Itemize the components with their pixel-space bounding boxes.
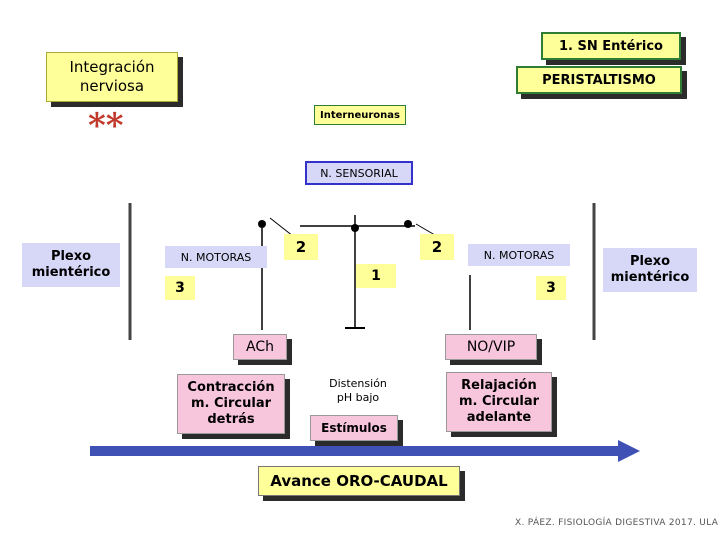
number-3-left: 3 bbox=[165, 276, 195, 300]
distension-label: Distensión pH bajo bbox=[329, 377, 387, 404]
number-2-left: 2 bbox=[284, 234, 318, 260]
left-plexus-box: Plexo mientérico bbox=[22, 243, 120, 287]
number-1: 1 bbox=[356, 264, 396, 288]
peristalsis-box: PERISTALTISMO bbox=[516, 66, 682, 94]
importance-stars: ** bbox=[88, 106, 124, 146]
left-motor-soma bbox=[258, 220, 266, 228]
contraction-box: Contracción m. Circular detrás bbox=[177, 374, 285, 434]
relaxation-box: Relajación m. Circular adelante bbox=[446, 372, 552, 432]
sensory-box: N. SENSORIAL bbox=[305, 161, 413, 185]
right-motor-box: N. MOTORAS bbox=[468, 244, 570, 266]
advance-box: Avance ORO-CAUDAL bbox=[258, 466, 460, 496]
right-plexus-box: Plexo mientérico bbox=[603, 248, 697, 292]
title-box: 1. SN Entérico bbox=[541, 32, 681, 60]
sensory-soma bbox=[351, 224, 359, 232]
right-motor-soma bbox=[404, 220, 412, 228]
left-motor-box: N. MOTORAS bbox=[165, 246, 267, 268]
footer-credit: X. PÁEZ. FISIOLOGÍA DIGESTIVA 2017. ULA bbox=[515, 518, 719, 528]
stimuli-box: Estímulos bbox=[310, 415, 398, 441]
interneurons-box: Interneuronas bbox=[314, 105, 406, 125]
ach-box: ACh bbox=[233, 334, 287, 360]
advance-arrow-head bbox=[618, 440, 640, 462]
number-3-right: 3 bbox=[536, 276, 566, 300]
advance-arrow-shaft bbox=[90, 446, 620, 456]
number-2-right: 2 bbox=[420, 234, 454, 260]
integration-box: Integración nerviosa bbox=[46, 52, 178, 102]
no-vip-box: NO/VIP bbox=[445, 334, 537, 360]
